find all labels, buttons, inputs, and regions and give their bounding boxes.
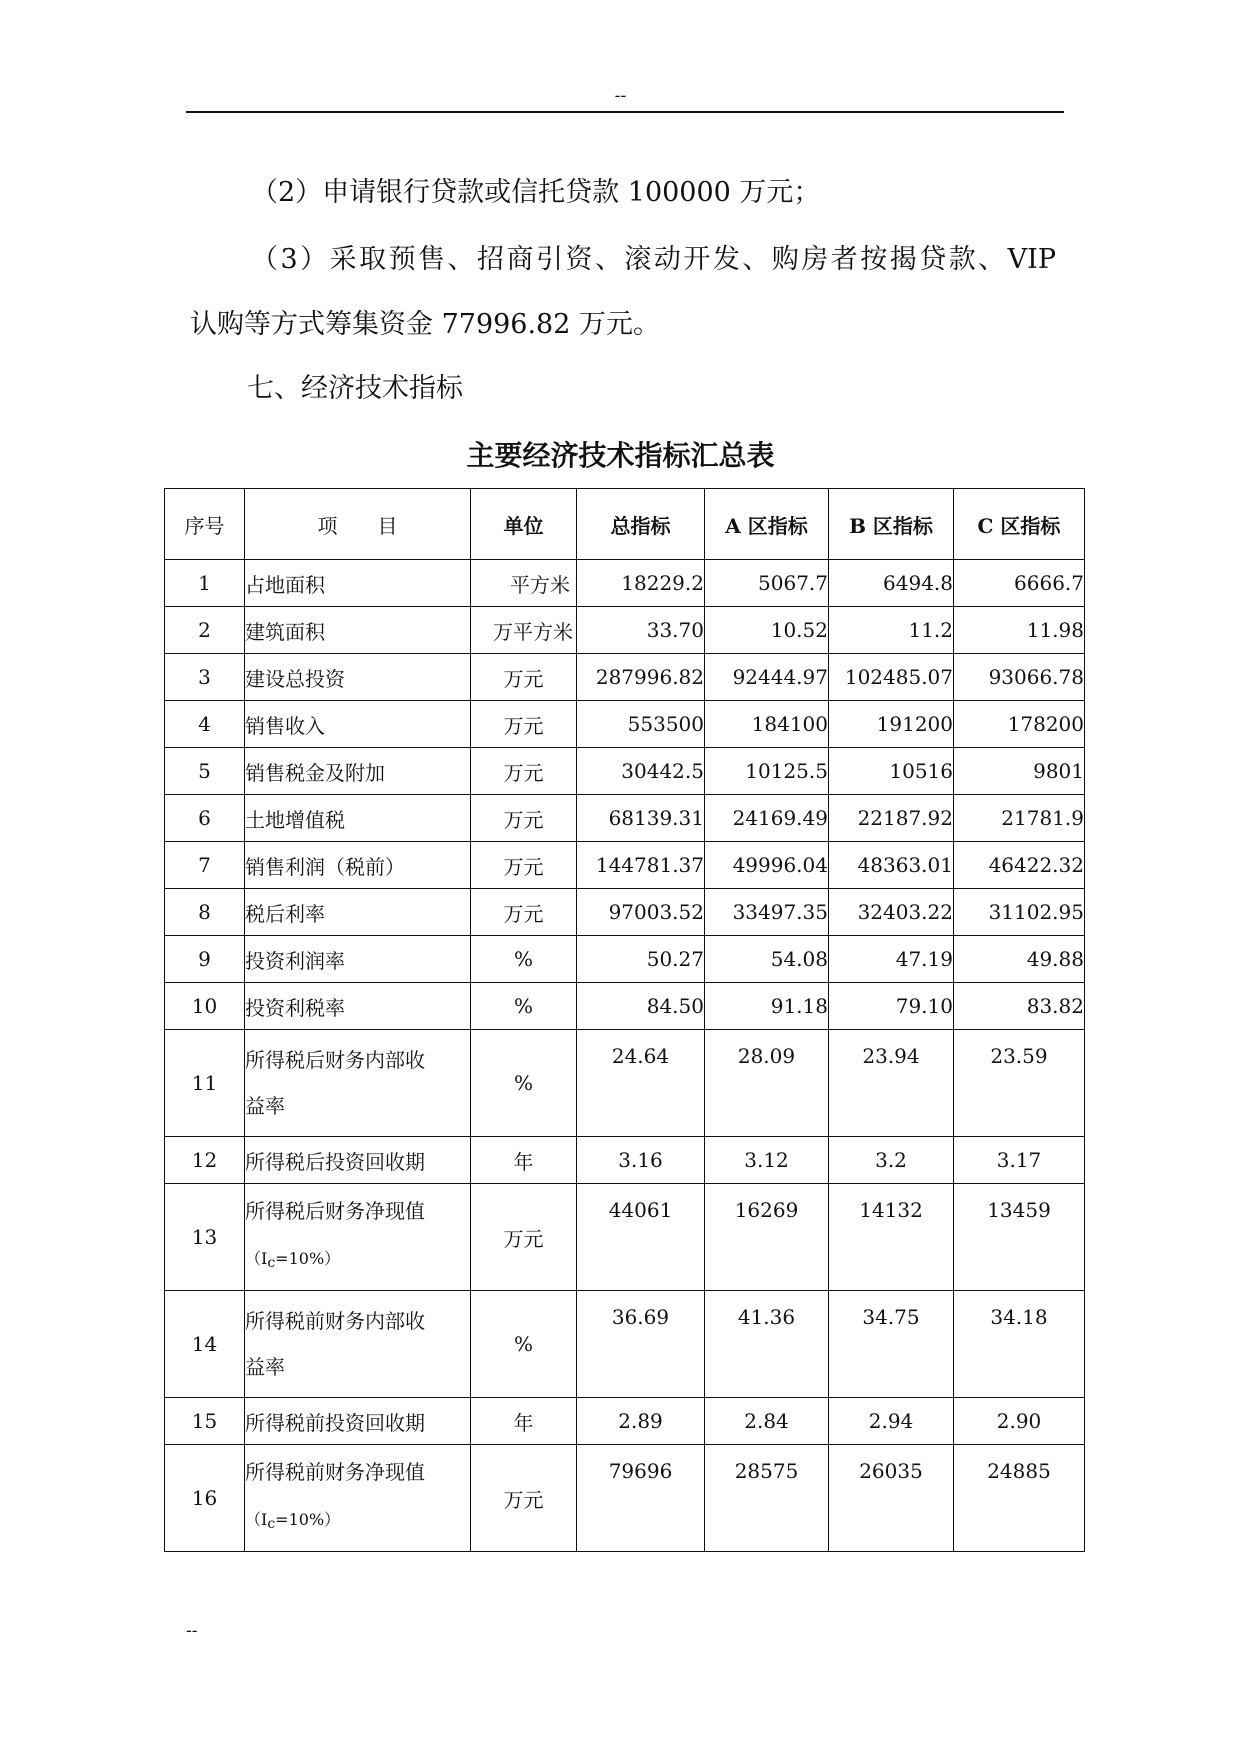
cell-item: 建筑面积 (245, 607, 471, 654)
cell-zone-b: 10516 (829, 748, 954, 795)
cell-zone-c: 13459 (954, 1184, 1085, 1291)
cell-zone-b: 191200 (829, 701, 954, 748)
table-row (165, 701, 1085, 748)
cell-no: 14 (165, 1291, 245, 1398)
cell-no: 4 (165, 701, 245, 748)
cell-total: 44061 (577, 1184, 705, 1291)
cell-zone-a: 10.52 (705, 607, 829, 654)
table-row (165, 560, 1085, 607)
cell-unit: 万元 (471, 889, 577, 936)
cell-zone-b: 26035 (829, 1445, 954, 1552)
table-row (165, 748, 1085, 795)
cell-zone-a: 92444.97 (705, 654, 829, 701)
cell-no: 11 (165, 1030, 245, 1137)
table-row (165, 795, 1085, 842)
cell-no: 6 (165, 795, 245, 842)
cell-no: 8 (165, 889, 245, 936)
cell-total: 50.27 (577, 936, 705, 983)
cell-zone-b: 14132 (829, 1184, 954, 1291)
cell-zone-c: 34.18 (954, 1291, 1085, 1398)
cell-total: 3.16 (577, 1137, 705, 1184)
cell-unit: 万元 (471, 748, 577, 795)
table-row (165, 983, 1085, 1030)
table-row (165, 654, 1085, 701)
cell-zone-c: 24885 (954, 1445, 1085, 1552)
cell-zone-a: 49996.04 (705, 842, 829, 889)
cell-zone-a: 5067.7 (705, 560, 829, 607)
cell-total: 68139.31 (577, 795, 705, 842)
page-header-mark: -- (614, 86, 627, 106)
header-item: 项 目 (245, 489, 471, 560)
cell-total: 33.70 (577, 607, 705, 654)
paragraph-loan: （2）申请银行贷款或信托贷款 100000 万元； (251, 177, 821, 208)
cell-item: 销售收入 (245, 701, 471, 748)
cell-zone-c: 31102.95 (954, 889, 1085, 936)
table-row (165, 1137, 1085, 1184)
table-row (165, 936, 1085, 983)
cell-unit: 年 (471, 1137, 577, 1184)
table-row (165, 1398, 1085, 1445)
cell-zone-b: 6494.8 (829, 560, 954, 607)
cell-zone-a: 41.36 (705, 1291, 829, 1398)
cell-no: 1 (165, 560, 245, 607)
cell-zone-c: 2.90 (954, 1398, 1085, 1445)
cell-no: 16 (165, 1445, 245, 1552)
cell-item-line1: 所得税前财务净现值 (245, 1460, 425, 1484)
cell-total: 24.64 (577, 1030, 705, 1137)
cell-no: 9 (165, 936, 245, 983)
cell-item: 土地增值税 (245, 795, 471, 842)
cell-no: 13 (165, 1184, 245, 1291)
cell-zone-b: 34.75 (829, 1291, 954, 1398)
cell-unit: 平方米 (471, 560, 577, 607)
cell-item-line2: 益率 (245, 1355, 285, 1379)
cell-unit: 万元 (471, 842, 577, 889)
paragraph-funding-line1: （3）采取预售、招商引资、滚动开发、购房者按揭贷款、VIP (251, 244, 1056, 275)
cell-zone-a: 3.12 (705, 1137, 829, 1184)
header-no: 序号 (165, 489, 245, 560)
cell-zone-a: 54.08 (705, 936, 829, 983)
cell-zone-a: 28.09 (705, 1030, 829, 1137)
cell-total: 553500 (577, 701, 705, 748)
table-row (165, 1445, 1085, 1552)
cell-zone-c: 6666.7 (954, 560, 1085, 607)
cell-zone-b: 47.19 (829, 936, 954, 983)
cell-zone-b: 23.94 (829, 1030, 954, 1137)
cell-zone-b: 11.2 (829, 607, 954, 654)
header-total: 总指标 (577, 489, 705, 560)
cell-zone-c: 11.98 (954, 607, 1085, 654)
table-row (165, 607, 1085, 654)
cell-zone-b: 2.94 (829, 1398, 954, 1445)
cell-zone-a: 16269 (705, 1184, 829, 1291)
cell-zone-a: 2.84 (705, 1398, 829, 1445)
ic-suffix: =10%） (275, 1249, 341, 1268)
cell-no: 7 (165, 842, 245, 889)
cell-no: 3 (165, 654, 245, 701)
cell-total: 97003.52 (577, 889, 705, 936)
ic-subscript: c (267, 1516, 276, 1532)
cell-zone-c: 178200 (954, 701, 1085, 748)
cell-item: 所得税后投资回收期 (245, 1137, 471, 1184)
cell-zone-c: 3.17 (954, 1137, 1085, 1184)
cell-item (245, 1030, 471, 1137)
section-heading: 七、经济技术指标 (247, 373, 463, 404)
indicator-table (164, 488, 1085, 1552)
cell-item-line1: 所得税前财务内部收 (245, 1309, 425, 1333)
cell-unit: 万元 (471, 1184, 577, 1291)
cell-zone-c: 93066.78 (954, 654, 1085, 701)
cell-zone-c: 23.59 (954, 1030, 1085, 1137)
cell-unit: 万平方米 (471, 607, 577, 654)
cell-total: 84.50 (577, 983, 705, 1030)
cell-item: 投资利税率 (245, 983, 471, 1030)
header-rule (186, 111, 1064, 113)
cell-total: 287996.82 (577, 654, 705, 701)
cell-zone-a: 24169.49 (705, 795, 829, 842)
cell-item-line2 (245, 1510, 341, 1532)
cell-zone-c: 83.82 (954, 983, 1085, 1030)
cell-no: 15 (165, 1398, 245, 1445)
cell-item (245, 1184, 471, 1291)
cell-item: 投资利润率 (245, 936, 471, 983)
cell-unit: 万元 (471, 795, 577, 842)
cell-item: 建设总投资 (245, 654, 471, 701)
cell-total: 36.69 (577, 1291, 705, 1398)
cell-no: 2 (165, 607, 245, 654)
cell-unit: % (471, 1291, 577, 1398)
ic-suffix: =10%） (275, 1510, 341, 1529)
page-footer-mark: -- (186, 1621, 198, 1641)
cell-item (245, 1291, 471, 1398)
cell-no: 10 (165, 983, 245, 1030)
cell-unit: 万元 (471, 1445, 577, 1552)
cell-zone-a: 28575 (705, 1445, 829, 1552)
cell-zone-b: 79.10 (829, 983, 954, 1030)
cell-total: 2.89 (577, 1398, 705, 1445)
cell-zone-c: 21781.9 (954, 795, 1085, 842)
header-zone-c: C 区指标 (954, 489, 1085, 560)
paragraph-funding-line2: 认购等方式筹集资金 77996.82 万元。 (190, 309, 660, 340)
cell-item: 所得税前投资回收期 (245, 1398, 471, 1445)
cell-unit: % (471, 1030, 577, 1137)
cell-item-line2 (245, 1249, 341, 1271)
cell-zone-b: 3.2 (829, 1137, 954, 1184)
cell-unit: % (471, 936, 577, 983)
header-unit: 单位 (471, 489, 577, 560)
ic-prefix: （I (245, 1510, 268, 1529)
cell-zone-c: 49.88 (954, 936, 1085, 983)
cell-zone-b: 102485.07 (829, 654, 954, 701)
cell-total: 18229.2 (577, 560, 705, 607)
cell-item (245, 1445, 471, 1552)
cell-total: 144781.37 (577, 842, 705, 889)
table-header-row (165, 489, 1085, 560)
cell-item: 销售税金及附加 (245, 748, 471, 795)
ic-subscript: c (267, 1255, 276, 1271)
ic-prefix: （I (245, 1249, 268, 1268)
header-zone-a: A 区指标 (705, 489, 829, 560)
table-row (165, 842, 1085, 889)
cell-unit: % (471, 983, 577, 1030)
table-row (165, 889, 1085, 936)
cell-item-line1: 所得税后财务净现值 (245, 1199, 425, 1223)
cell-unit: 年 (471, 1398, 577, 1445)
cell-zone-c: 46422.32 (954, 842, 1085, 889)
cell-zone-a: 91.18 (705, 983, 829, 1030)
cell-item: 税后利率 (245, 889, 471, 936)
cell-item-line1: 所得税后财务内部收 (245, 1048, 425, 1072)
table-row (165, 1184, 1085, 1291)
cell-zone-c: 9801 (954, 748, 1085, 795)
cell-zone-a: 33497.35 (705, 889, 829, 936)
cell-zone-a: 10125.5 (705, 748, 829, 795)
cell-zone-a: 184100 (705, 701, 829, 748)
cell-zone-b: 22187.92 (829, 795, 954, 842)
table-title: 主要经济技术指标汇总表 (466, 439, 775, 472)
cell-unit: 万元 (471, 701, 577, 748)
cell-item-line2: 益率 (245, 1094, 285, 1118)
cell-unit: 万元 (471, 654, 577, 701)
table-row (165, 1291, 1085, 1398)
cell-item: 占地面积 (245, 560, 471, 607)
table-row (165, 1030, 1085, 1137)
cell-total: 30442.5 (577, 748, 705, 795)
cell-total: 79696 (577, 1445, 705, 1552)
cell-zone-b: 32403.22 (829, 889, 954, 936)
cell-item: 销售利润（税前） (245, 842, 471, 889)
cell-no: 5 (165, 748, 245, 795)
cell-no: 12 (165, 1137, 245, 1184)
cell-zone-b: 48363.01 (829, 842, 954, 889)
header-zone-b: B 区指标 (829, 489, 954, 560)
